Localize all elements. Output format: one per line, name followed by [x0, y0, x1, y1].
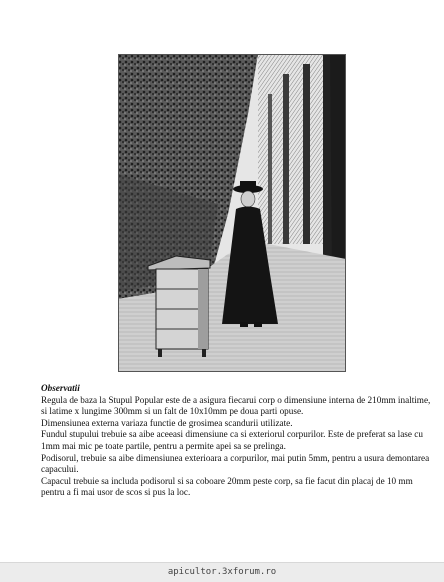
priest-beehive-engraving	[118, 54, 346, 372]
paragraph-inner-cover: Podisorul, trebuie sa aibe dimensiunea exterioara a corpurilor, mai putin 5mm, pentru a usura demontarea capacului.	[41, 452, 430, 475]
paragraph-lid: Capacul trebuie sa includa podisorul si sa coboare 20mm peste corp, sa fie facut din placaj de 10 mm pentru a fi mai usor de scos si pus la loc.	[41, 475, 413, 498]
watermark-footer	[0, 562, 444, 582]
watermark-text: apicultor.3xforum.ro	[167, 567, 277, 577]
paragraph-hive-bottom: Fundul stupului trebuie sa aibe aceeasi dimensiune ca si exteriorul corpurilor. Este de preferat sa lase cu 1mm mai mic pe toate partile, pentru a permite apei sa se prelinga.	[41, 429, 423, 451]
engraving-illustration	[118, 54, 346, 372]
observations-heading: Observatii	[41, 383, 80, 393]
paragraph-internal-dimensions: Regula de baza la Stupul Popular este de a asigura fiecarui corp o dimensiune interna de 210mm inaltime, si latime x lungime 300mm si un falt de 10x10mm pe doua parti opuse.	[41, 394, 431, 417]
observations-section	[41, 383, 433, 499]
paragraph-external-dimension: Dimensiunea externa variaza functie de grosimea scandurii utilizate.	[41, 417, 293, 428]
